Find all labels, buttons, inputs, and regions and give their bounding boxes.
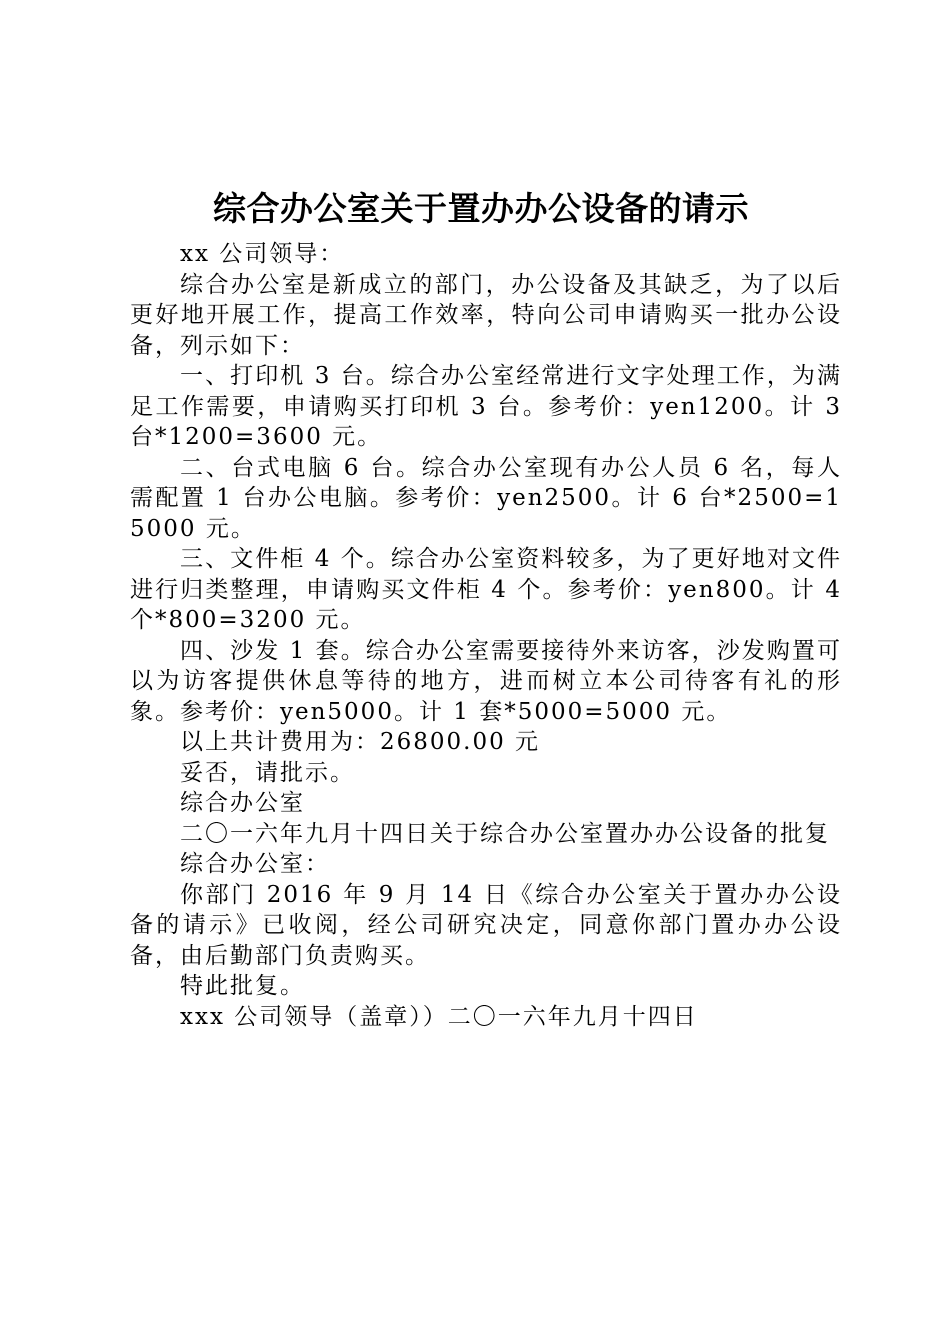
total-cost: 以上共计费用为：26800.00 元	[180, 729, 541, 755]
reply-closing: 特此批复。	[180, 973, 305, 999]
request-line: 妥否，请批示。	[180, 759, 355, 786]
item-sofa: 四、沙发 1 套。综合办公室需要接待外来访客，沙发购置可以为访客提供休息等待的地方，进而树立本公司待客有礼的形象。参考价：yen5000。计 1 套*5000=5000 元。	[130, 637, 842, 725]
reply-signature: xxx 公司领导（盖章））二〇一六年九月十四日	[180, 1003, 698, 1030]
salutation: xx 公司领导：	[180, 241, 345, 267]
document-page	[130, 185, 842, 1032]
reply-body: 你部门 2016 年 9 月 14 日《综合办公室关于置办办公设备的请示》已收阅，经公司研究决定，同意你部门置办办公设备，由后勤部门负责购买。	[130, 881, 842, 969]
item-cabinet: 三、文件柜 4 个。综合办公室资料较多，为了更好地对文件进行归类整理，申请购买文件柜 4 个。参考价：yen800。计 4 个*800=3200 元。	[130, 546, 842, 633]
item-desktop: 二、台式电脑 6 台。综合办公室现有办公人员 6 名，每人需配置 1 台办公电脑。参考价：yen2500。计 6 台*2500=15000 元。	[130, 454, 842, 542]
intro-paragraph: 综合办公室是新成立的部门，办公设备及其缺乏，为了以后更好地开展工作，提高工作效率，特向公司申请购买一批办公设备，列示如下：	[130, 271, 842, 359]
date-and-reply-title: 二〇一六年九月十四日关于综合办公室置办办公设备的批复	[180, 820, 830, 847]
document-title: 综合办公室关于置办办公设备的请示	[213, 189, 749, 228]
item-printer: 一、打印机 3 台。综合办公室经常进行文字处理工作，为满足工作需要，申请购买打印机 3 台。参考价：yen1200。计 3 台*1200=3600 元。	[130, 363, 842, 450]
reply-salutation: 综合办公室：	[180, 851, 330, 877]
signature-dept: 综合办公室	[180, 790, 305, 816]
